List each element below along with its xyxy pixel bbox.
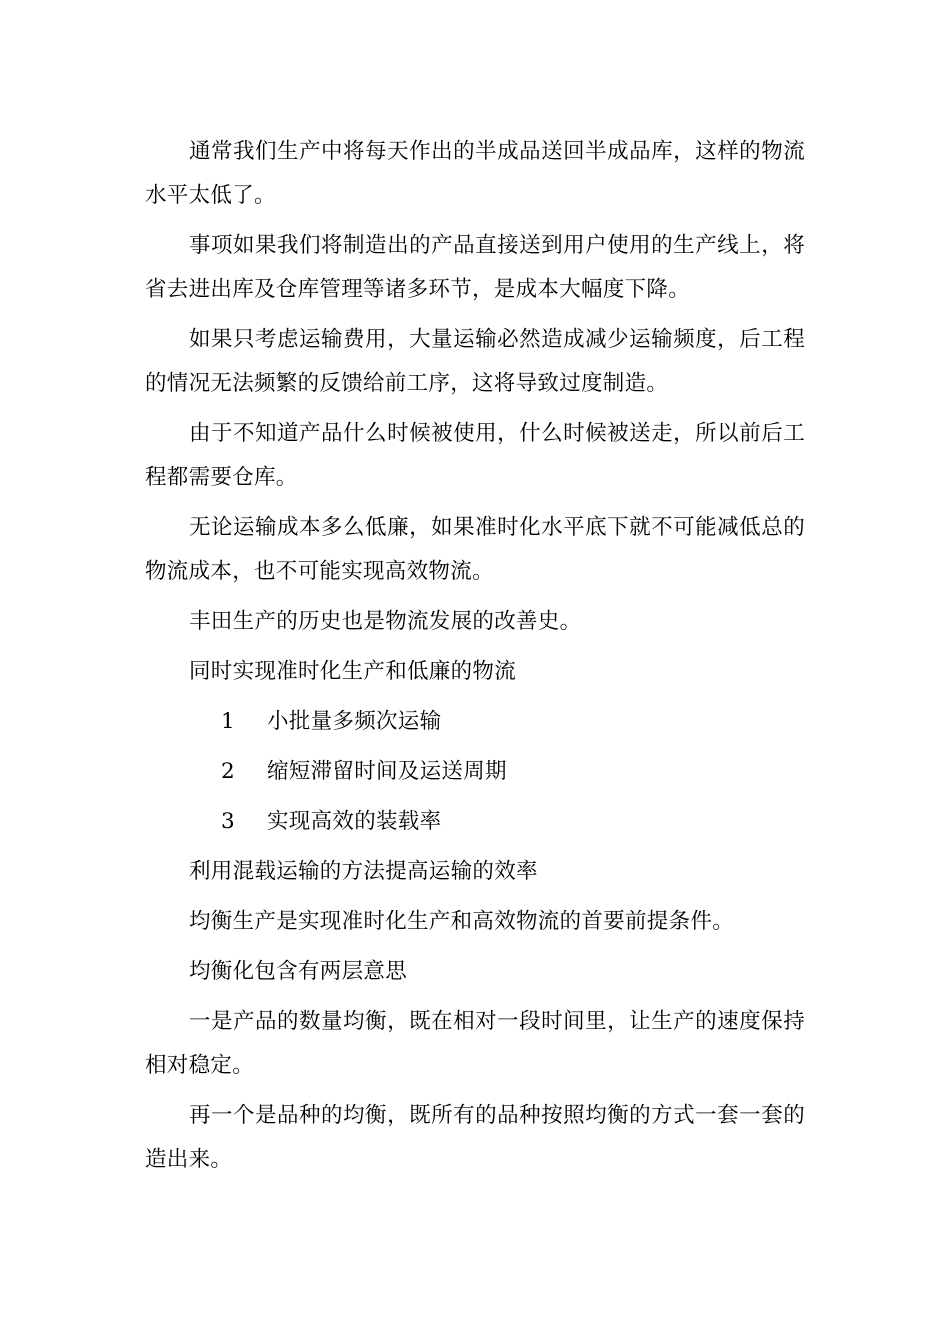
paragraph: 均衡生产是实现准时化生产和高效物流的首要前提条件。	[189, 909, 735, 934]
list-item-number: 1	[221, 709, 235, 734]
paragraph: 无论运输成本多么低廉，如果准时化水平底下就不可能减低总的物流成本，也不可能实现高效物流。	[145, 515, 805, 584]
paragraph: 均衡化包含有两层意思	[189, 959, 408, 984]
paragraph: 事项如果我们将制造出的产品直接送到用户使用的生产线上，将省去进出库及仓库管理等诸多环节，是成本大幅度下降。	[145, 233, 805, 302]
paragraph: 如果只考虑运输费用，大量运输必然造成减少运输频度，后工程的情况无法频繁的反馈给前工序，这将导致过度制造。	[145, 327, 805, 396]
document-body	[145, 130, 805, 1188]
list-item-number: 2	[221, 759, 235, 784]
paragraph: 再一个是品种的均衡，既所有的品种按照均衡的方式一套一套的造出来。	[145, 1103, 805, 1172]
list-item	[145, 700, 805, 744]
list-item-number: 3	[221, 809, 235, 834]
paragraph: 同时实现准时化生产和低廉的物流	[189, 659, 517, 684]
paragraph: 利用混载运输的方法提高运输的效率	[189, 859, 538, 884]
paragraph: 由于不知道产品什么时候被使用，什么时候被送走，所以前后工程都需要仓库。	[145, 421, 805, 490]
list-item	[145, 800, 805, 844]
list-item	[145, 750, 805, 794]
list-item-text: 实现高效的装载率	[267, 809, 442, 834]
paragraph: 通常我们生产中将每天作出的半成品送回半成品库，这样的物流水平太低了。	[145, 139, 805, 208]
list-item-text: 缩短滞留时间及运送周期	[267, 759, 507, 784]
paragraph: 一是产品的数量均衡，既在相对一段时间里，让生产的速度保持相对稳定。	[145, 1009, 805, 1078]
list-item-text: 小批量多频次运输	[267, 709, 442, 734]
paragraph: 丰田生产的历史也是物流发展的改善史。	[189, 609, 582, 634]
